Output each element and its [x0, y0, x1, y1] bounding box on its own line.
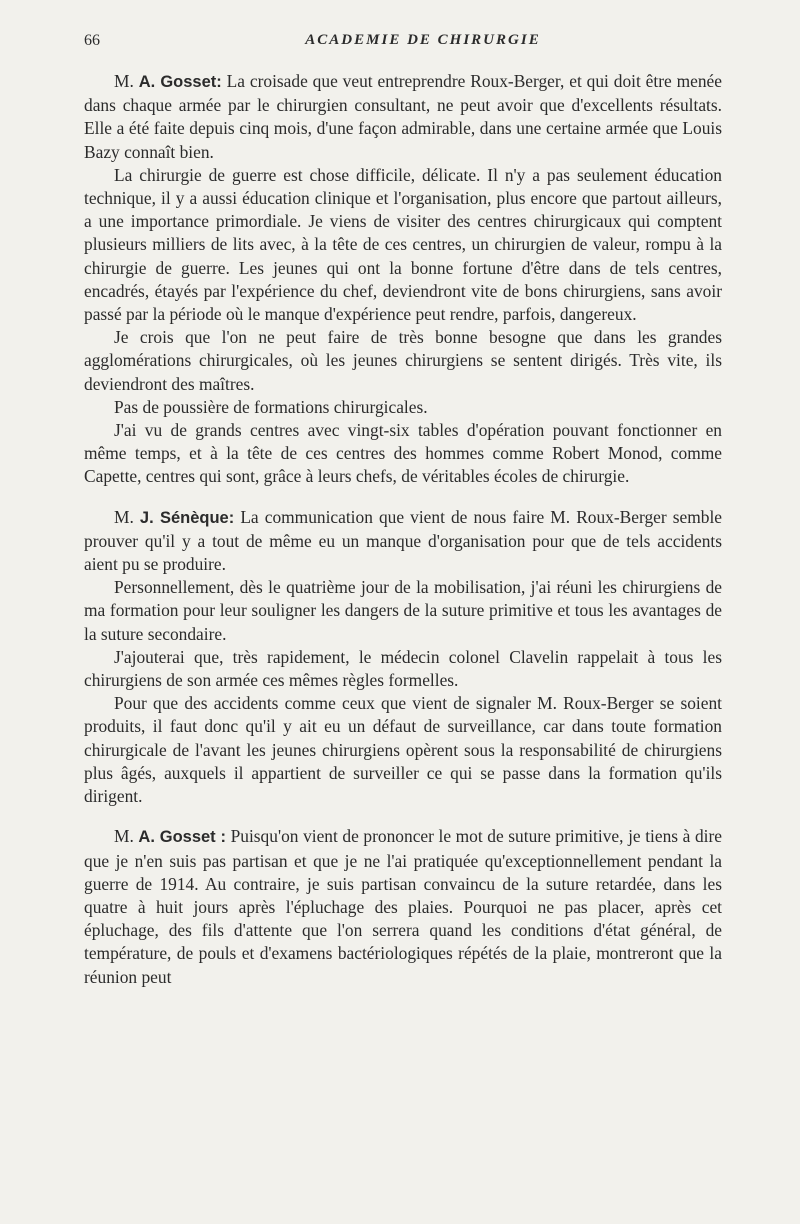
intervention-gosset-1: [84, 70, 722, 489]
intervention-seneque: [84, 506, 722, 809]
speaker-name: A. Gosset:: [138, 73, 222, 91]
speaker-title: M.: [114, 506, 134, 527]
paragraph: J'ajouterai que, très rapidement, le médecin colonel Clavelin rappelait à tous les chirurgiens de son armée ces mêmes règles formelles.: [84, 646, 722, 691]
paragraph: [84, 506, 722, 577]
speaker-title: M.: [114, 71, 134, 91]
paragraph: J'ai vu de grands centres avec vingt-six tables d'opération pouvant fonctionner en même temps, et à la tête de ces centres des hommes comme Robert Monod, comme Capette, centres qui sont, grâce à leurs chefs, de véritables écoles de chirurgie.: [84, 420, 722, 487]
paragraph-text: La croisade que veut entreprendre Roux-Berger, et qui doit être menée dans chaque armée par le chirurgien consultant, ne peut avoir que d'excellents résultats. Elle a été faite depuis cinq mois, d'une façon admirable, dans une certaine armée que Louis Bazy connaît bien.: [84, 71, 722, 162]
speaker-name: J. Sénèque:: [139, 508, 235, 527]
running-title: ACADEMIE DE CHIRURGIE: [305, 32, 541, 48]
paragraph: Personnellement, dès le quatrième jour de la mobilisation, j'ai réuni les chirurgiens de ma formation pour leur souligner les dangers de la suture primitive et tous les avantages de la suture secondaire.: [84, 577, 722, 644]
intervention-gosset-2: [84, 825, 722, 988]
page-header: [84, 30, 722, 58]
paragraph: Je crois que l'on ne peut faire de très bonne besogne que dans les grandes agglomérations chirurgicales, où les jeunes chirurgiens se sentent dirigés. Très vite, ils deviendront des maîtres.: [84, 327, 722, 394]
paragraph: Pour que des accidents comme ceux que vient de signaler M. Roux-Berger se soient produits, il faut donc qu'il y ait eu un défaut de surveillance, car dans toute formation chirurgicale de l'avant les jeunes chirurgiens opèrent sous la responsabilité de chirurgiens plus âgés, auxquels il appartient de surveiller ce qui se passe dans la formation qu'ils dirigent.: [84, 693, 722, 807]
speaker-title: M.: [114, 826, 134, 847]
paragraph: Pas de poussière de formations chirurgicales.: [114, 396, 428, 417]
page-number: 66: [84, 32, 100, 49]
paragraph-text: La communication que vient de nous faire M. Roux-Berger semble prouver qu'il y a tout de même eu un manque d'organisation pour que de tels accidents aient pu se produire.: [84, 506, 722, 575]
paragraph: [84, 825, 722, 988]
paragraph-text: Puisqu'on vient de prononcer le mot de suture primitive, je tiens à dire que je n'en suis pas partisan et que je ne l'ai pratiquée qu'exceptionnellement pendant la guerre de 1914. Au contraire, je suis partisan convaincu de la suture retardée, dans les quatre à huit jours après l'épluchage des plaies. Pourquoi ne pas placer, après cet épluchage, des fils d'attente que l'on serrera quand les conditions d'état général, de température, de pouls et d'examens bactériologiques répétés de la plaie, montreront que la réunion peut: [84, 826, 722, 987]
paragraph: [84, 70, 722, 164]
speaker-name: A. Gosset :: [138, 828, 226, 847]
paragraph: La chirurgie de guerre est chose difficile, délicate. Il n'y a pas seulement éducation technique, il y a aussi éducation clinique et l'organisation, plus encore que partout ailleurs, a une importance primordiale. Je viens de visiter des centres chirurgicaux qui comptent plusieurs milliers de lits avec, à la tête de ces centres, un chirurgien de valeur, rompu à la chirurgie de guerre. Les jeunes qui ont la bonne fortune d'être dans de tels centres, encadrés, étayés par l'expérience du chef, deviendront vite de bons chirurgiens, sans avoir passé par la période où le manque d'expérience peut rendre, parfois, dangereux.: [84, 164, 722, 325]
